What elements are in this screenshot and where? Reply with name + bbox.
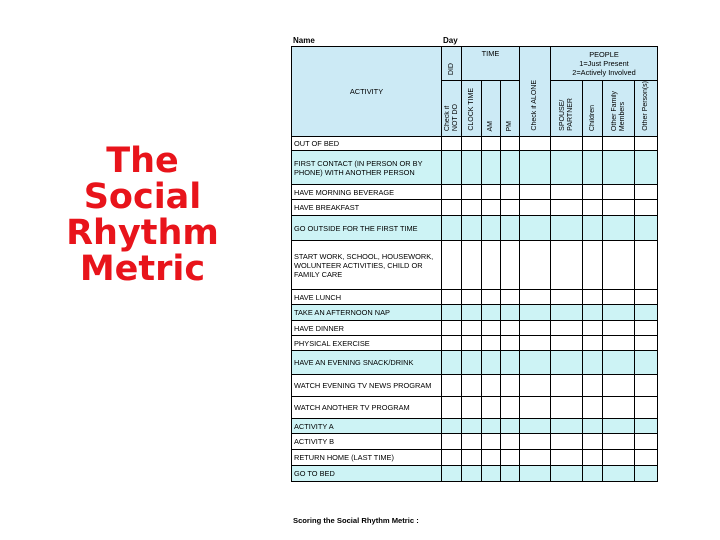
entry-cell[interactable] [462,151,482,185]
activity-table [291,46,658,482]
entry-cell[interactable] [551,290,583,305]
entry-cell[interactable] [551,419,583,434]
entry-cell[interactable] [603,336,635,351]
entry-cell[interactable] [635,466,658,482]
activity-row [292,241,658,290]
entry-cell[interactable] [482,336,501,351]
entry-cell[interactable] [482,305,501,321]
entry-cell[interactable] [603,351,635,375]
entry-cell[interactable] [462,241,482,290]
entry-cell[interactable] [603,419,635,434]
entry-cell[interactable] [583,397,603,419]
entry-cell[interactable] [583,200,603,216]
entry-cell[interactable] [442,151,462,185]
name-label: Name [293,36,315,45]
entry-cell[interactable] [462,321,482,336]
activity-label: HAVE DINNER [292,321,442,336]
entry-cell[interactable] [482,375,501,397]
activity-row [292,137,658,151]
entry-cell[interactable] [520,321,551,336]
entry-cell[interactable] [442,419,462,434]
entry-cell[interactable] [635,216,658,241]
social-rhythm-form [291,36,683,540]
entry-cell[interactable] [482,200,501,216]
entry-cell[interactable] [635,200,658,216]
activity-row [292,450,658,466]
activity-label: HAVE LUNCH [292,290,442,305]
entry-cell[interactable] [442,450,462,466]
entry-cell[interactable] [482,397,501,419]
entry-cell[interactable] [551,137,583,151]
entry-cell[interactable] [603,216,635,241]
entry-cell[interactable] [551,151,583,185]
entry-cell[interactable] [520,397,551,419]
entry-cell[interactable] [442,466,462,482]
entry-cell[interactable] [501,466,520,482]
entry-cell[interactable] [603,434,635,450]
day-label: Day [443,36,458,45]
entry-cell[interactable] [551,305,583,321]
entry-cell[interactable] [482,321,501,336]
activity-row [292,434,658,450]
activity-row [292,375,658,397]
entry-cell[interactable] [501,151,520,185]
entry-cell[interactable] [442,321,462,336]
entry-cell[interactable] [603,375,635,397]
entry-cell[interactable] [603,290,635,305]
entry-cell[interactable] [482,290,501,305]
activity-label: ACTIVITY B [292,434,442,450]
spouse-header: SPOUSE/ PARTNER [551,81,583,137]
entry-cell[interactable] [442,216,462,241]
entry-cell[interactable] [462,397,482,419]
entry-cell[interactable] [462,466,482,482]
activity-row [292,397,658,419]
entry-cell[interactable] [442,351,462,375]
activity-label: FIRST CONTACT (IN PERSON OR BY PHONE) WITH ANOTHER PERSON [292,151,442,185]
entry-cell[interactable] [501,375,520,397]
activity-row [292,321,658,336]
entry-cell[interactable] [520,200,551,216]
entry-cell[interactable] [551,450,583,466]
entry-cell[interactable] [583,216,603,241]
entry-cell[interactable] [583,137,603,151]
activity-header: ACTIVITY [292,47,442,137]
entry-cell[interactable] [442,397,462,419]
entry-cell[interactable] [520,185,551,200]
entry-cell[interactable] [501,305,520,321]
activity-label: ACTIVITY A [292,419,442,434]
entry-cell[interactable] [482,450,501,466]
entry-cell[interactable] [551,397,583,419]
entry-cell[interactable] [603,321,635,336]
entry-cell[interactable] [482,241,501,290]
time-header: TIME [462,47,520,81]
entry-cell[interactable] [551,216,583,241]
entry-cell[interactable] [442,434,462,450]
did-header: DID [442,47,462,81]
entry-cell[interactable] [603,185,635,200]
entry-cell[interactable] [520,375,551,397]
entry-cell[interactable] [583,336,603,351]
activity-row [292,419,658,434]
activity-label: WATCH EVENING TV NEWS PROGRAM [292,375,442,397]
entry-cell[interactable] [583,434,603,450]
entry-cell[interactable] [583,375,603,397]
entry-cell[interactable] [635,419,658,434]
entry-cell[interactable] [501,321,520,336]
entry-cell[interactable] [520,151,551,185]
entry-cell[interactable] [603,466,635,482]
entry-cell[interactable] [462,351,482,375]
entry-cell[interactable] [635,375,658,397]
entry-cell[interactable] [442,185,462,200]
entry-cell[interactable] [442,290,462,305]
check-alone-header: Check if ALONE [520,47,551,137]
pm-header: PM [501,81,520,137]
entry-cell[interactable] [520,466,551,482]
activity-label: WATCH ANOTHER TV PROGRAM [292,397,442,419]
entry-cell[interactable] [462,185,482,200]
entry-cell[interactable] [501,185,520,200]
entry-cell[interactable] [462,200,482,216]
entry-cell[interactable] [551,321,583,336]
entry-cell[interactable] [583,321,603,336]
entry-cell[interactable] [501,241,520,290]
activity-row [292,351,658,375]
entry-cell[interactable] [583,305,603,321]
entry-cell[interactable] [462,216,482,241]
activity-row [292,466,658,482]
entry-cell[interactable] [635,434,658,450]
entry-cell[interactable] [635,241,658,290]
entry-cell[interactable] [583,466,603,482]
entry-cell[interactable] [551,200,583,216]
entry-cell[interactable] [501,290,520,305]
check-not-do-header: Check if NOT DO [442,81,462,137]
activity-label: OUT OF BED [292,137,442,151]
entry-cell[interactable] [635,137,658,151]
entry-cell[interactable] [603,137,635,151]
entry-cell[interactable] [520,419,551,434]
activity-label: TAKE AN AFTERNOON NAP [292,305,442,321]
entry-cell[interactable] [501,450,520,466]
title-line-3: Rhythm [66,213,219,253]
entry-cell[interactable] [635,305,658,321]
other-persons-header: Other Person(s) [635,81,658,137]
activity-row [292,336,658,351]
entry-cell[interactable] [583,351,603,375]
entry-cell[interactable] [583,419,603,434]
people-header: PEOPLE 1=Just Present 2=Actively Involved [551,47,658,81]
activity-label: HAVE AN EVENING SNACK/DRINK [292,351,442,375]
entry-cell[interactable] [551,375,583,397]
activity-row [292,216,658,241]
entry-cell[interactable] [583,290,603,305]
entry-cell[interactable] [583,450,603,466]
entry-cell[interactable] [501,336,520,351]
title-line-2: Social [83,177,202,217]
entry-cell[interactable] [520,450,551,466]
title-line-4: Metric [79,249,206,289]
entry-cell[interactable] [501,137,520,151]
entry-cell[interactable] [462,434,482,450]
activity-row [292,151,658,185]
entry-cell[interactable] [635,397,658,419]
entry-cell[interactable] [603,305,635,321]
activity-label: GO TO BED [292,466,442,482]
entry-cell[interactable] [462,419,482,434]
entry-cell[interactable] [482,216,501,241]
clock-time-header: CLOCK TIME [462,81,482,137]
entry-cell[interactable] [462,450,482,466]
entry-cell[interactable] [635,450,658,466]
entry-cell[interactable] [520,137,551,151]
entry-cell[interactable] [482,466,501,482]
entry-cell[interactable] [603,241,635,290]
entry-cell[interactable] [635,321,658,336]
activity-label: HAVE BREAKFAST [292,200,442,216]
entry-cell[interactable] [520,241,551,290]
entry-cell[interactable] [501,397,520,419]
entry-cell[interactable] [551,466,583,482]
activity-label: HAVE MORNING BEVERAGE [292,185,442,200]
entry-cell[interactable] [583,151,603,185]
entry-cell[interactable] [603,450,635,466]
entry-cell[interactable] [551,336,583,351]
activity-label: START WORK, SCHOOL, HOUSEWORK, WOLUNTEER ACTIVITIES, CHILD OR FAMILY CARE [292,241,442,290]
entry-cell[interactable] [520,336,551,351]
entry-cell[interactable] [520,434,551,450]
entry-cell[interactable] [520,290,551,305]
activity-label: PHYSICAL EXERCISE [292,336,442,351]
entry-cell[interactable] [462,137,482,151]
activity-row [292,305,658,321]
entry-cell[interactable] [501,434,520,450]
activity-label: RETURN HOME (LAST TIME) [292,450,442,466]
entry-cell[interactable] [501,419,520,434]
activity-row [292,185,658,200]
title-line-1: The [106,141,179,181]
other-family-header: Other Family Members [603,81,635,137]
entry-cell[interactable] [501,216,520,241]
activity-row [292,290,658,305]
entry-cell[interactable] [635,151,658,185]
entry-cell[interactable] [635,336,658,351]
entry-cell[interactable] [462,290,482,305]
entry-cell[interactable] [482,351,501,375]
children-header: Children [583,81,603,137]
slide-title [40,143,245,287]
entry-cell[interactable] [442,137,462,151]
entry-cell[interactable] [442,375,462,397]
entry-cell[interactable] [551,351,583,375]
activity-row [292,200,658,216]
entry-cell[interactable] [603,397,635,419]
entry-cell[interactable] [462,375,482,397]
entry-cell[interactable] [551,185,583,200]
entry-cell[interactable] [462,305,482,321]
entry-cell[interactable] [482,137,501,151]
am-header: AM [482,81,501,137]
entry-cell[interactable] [520,305,551,321]
entry-cell[interactable] [583,185,603,200]
entry-cell[interactable] [442,305,462,321]
entry-cell[interactable] [442,241,462,290]
entry-cell[interactable] [482,419,501,434]
entry-cell[interactable] [583,241,603,290]
entry-cell[interactable] [520,216,551,241]
entry-cell[interactable] [603,151,635,185]
entry-cell[interactable] [482,185,501,200]
entry-cell[interactable] [520,351,551,375]
entry-cell[interactable] [442,200,462,216]
entry-cell[interactable] [603,200,635,216]
entry-cell[interactable] [551,241,583,290]
entry-cell[interactable] [501,200,520,216]
scoring-label: Scoring the Social Rhythm Metric : [293,516,419,525]
entry-cell[interactable] [501,351,520,375]
entry-cell[interactable] [482,434,501,450]
entry-cell[interactable] [551,434,583,450]
entry-cell[interactable] [635,351,658,375]
activity-label: GO OUTSIDE FOR THE FIRST TIME [292,216,442,241]
entry-cell[interactable] [635,290,658,305]
entry-cell[interactable] [482,151,501,185]
entry-cell[interactable] [442,336,462,351]
entry-cell[interactable] [462,336,482,351]
entry-cell[interactable] [635,185,658,200]
activity-rows [292,137,658,482]
